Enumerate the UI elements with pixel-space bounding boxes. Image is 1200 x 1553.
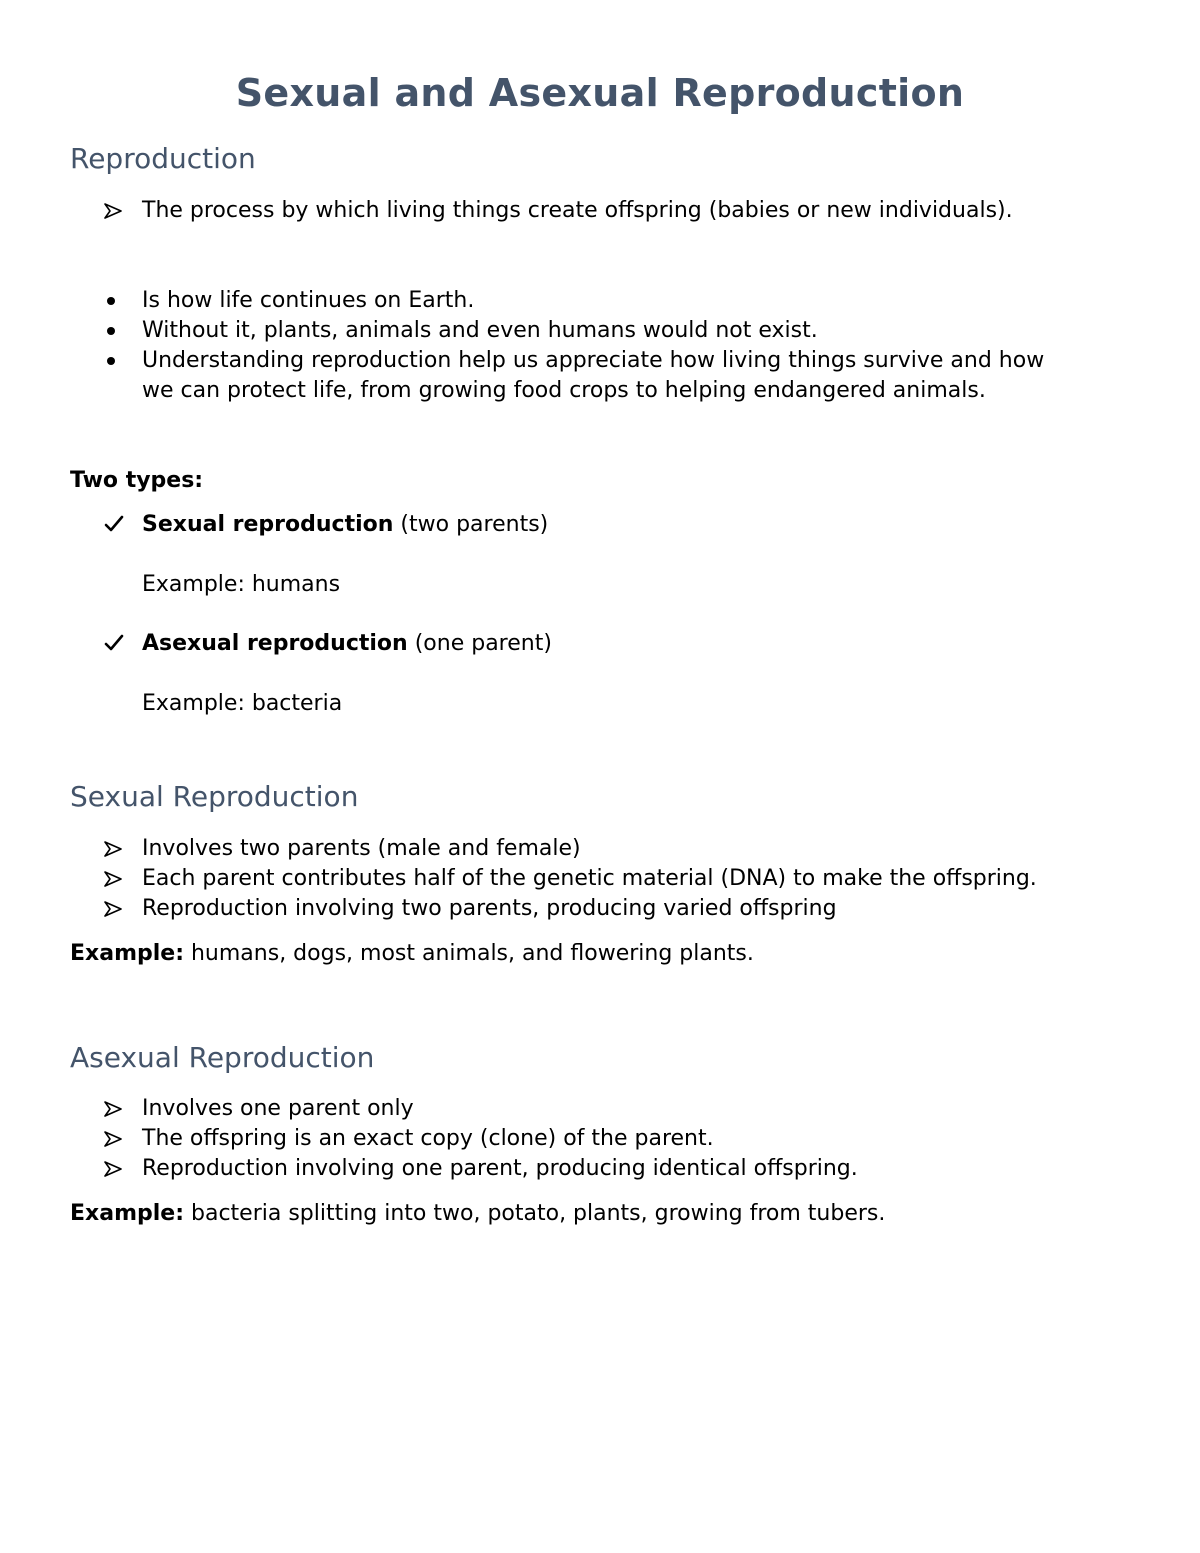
heading-sexual-reproduction: Sexual Reproduction (70, 780, 359, 813)
arrow-bullet-icon (104, 834, 132, 857)
document-title: Sexual and Asexual Reproduction (235, 71, 965, 115)
type-example: Example: bacteria (142, 691, 343, 716)
asexual-example (70, 1199, 885, 1229)
type-example: Example: humans (142, 572, 341, 597)
list-item: Reproduction involving two parents, producing varied offspring (142, 896, 837, 921)
dot-bullet-icon (104, 316, 132, 335)
list-item: Involves one parent only (142, 1096, 414, 1121)
checkmark-icon (104, 629, 132, 662)
example-text: bacteria splitting into two, potato, plants, growing from tubers. (184, 1201, 886, 1226)
list-item: Without it, plants, animals and even humans would not exist. (142, 318, 818, 343)
sexual-example (70, 939, 754, 969)
arrow-bullet-icon (104, 864, 132, 887)
arrow-bullet-icon (104, 1124, 132, 1147)
list-item: Is how life continues on Earth. (142, 288, 475, 313)
arrow-bullet-icon (104, 1154, 132, 1177)
type-item-sexual (142, 510, 548, 540)
example-label: Example: (70, 941, 184, 966)
list-item: Involves two parents (male and female) (142, 836, 581, 861)
type-item-asexual (142, 629, 552, 659)
dot-bullet-icon (104, 286, 132, 305)
dot-bullet-icon (104, 346, 132, 365)
type-name: Sexual reproduction (142, 512, 394, 537)
list-item: Each parent contributes half of the genetic material (DNA) to make the offspring. (142, 866, 1037, 891)
list-item: Reproduction involving one parent, producing identical offspring. (142, 1156, 858, 1181)
heading-asexual-reproduction: Asexual Reproduction (70, 1041, 375, 1074)
arrow-bullet-icon (104, 1094, 132, 1117)
arrow-bullet-icon (104, 196, 132, 219)
heading-reproduction: Reproduction (70, 142, 256, 175)
list-item-continuation: we can protect life, from growing food crops to helping endangered animals. (142, 378, 986, 403)
example-label: Example: (70, 1201, 184, 1226)
list-item: Understanding reproduction help us appreciate how living things survive and how (142, 348, 1045, 373)
type-name: Asexual reproduction (142, 631, 408, 656)
arrow-bullet-icon (104, 894, 132, 917)
two-types-label: Two types: (70, 468, 204, 493)
type-detail: (two parents) (393, 512, 549, 537)
checkmark-icon (104, 510, 132, 543)
reproduction-definition: The process by which living things create offspring (babies or new individuals). (142, 198, 1013, 223)
type-detail: (one parent) (407, 631, 552, 656)
list-item: The offspring is an exact copy (clone) of the parent. (142, 1126, 714, 1151)
example-text: humans, dogs, most animals, and flowering plants. (184, 941, 754, 966)
